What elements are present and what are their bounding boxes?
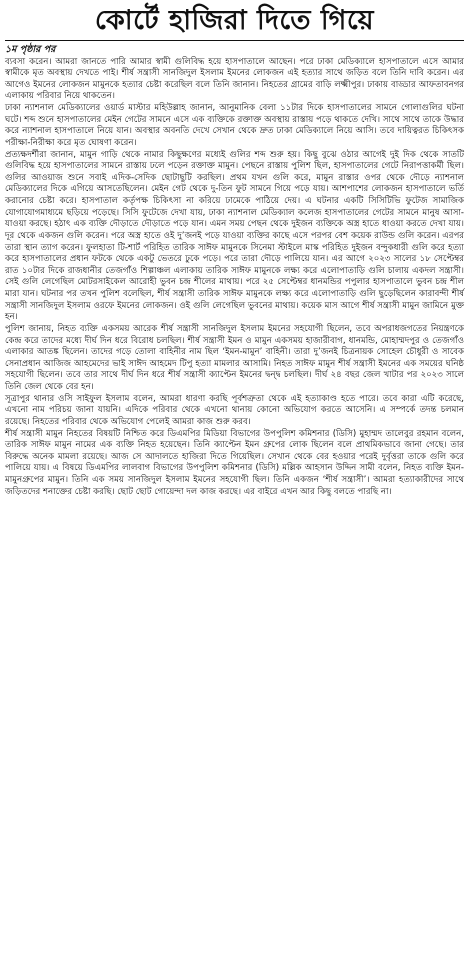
- article-paragraph: ঢাকা ন্যাশনাল মেডিক্যালের ওয়ার্ড মাস্টার মহিউল্লাহ জানান, আনুমানিক বেলা ১১টার দিকে হাসপাতালের সামনে গোলাগুলির ঘটনা ঘটে। শব্দ শুনে হাসপাতালের মেইন গেটের সামনে এসে এক ব্যক্তিকে রক্তাক্ত অবস্থায় রাস্তায় পড়ে থাকতে দেখি। সাথে সাথে তাকে উদ্ধার করে ন্যাশনাল হাসপাতালে নিয়ে যান। অবস্থার অবনতি দেখে সেখান থেকে দ্রুত ঢাকা মেডিক্যালে নিয়ে আসি। তবে দায়িত্বরত চিকিৎসক পরীক্ষা-নিরীক্ষা করে মৃত ঘোষণা করেন।: [5, 103, 464, 148]
- article-paragraph: [5, 44, 464, 103]
- continued-from-page-marker: ১ম পৃষ্ঠার পর: [5, 44, 56, 55]
- article-paragraph: প্রত্যক্ষদর্শীরা জানান, মামুন গাড়ি থেকে নামার কিছুক্ষণের মধ্যেই গুলির শব্দ শুরু হয়। কিছু বুঝে ওঠার আগেই দুই দিক থেকে সাতটি গুলিবিদ্ধ হয়ে হাসপাতালের সামনে রাস্তায় ঢলে পড়েন রক্তাক্ত মামুন। পেছনে রাস্তায় পুলিশ ছিল, হাসপাতালের গেটে নিরাপত্তাকর্মী ছিল। গুলির আওয়াজ শুনে সবাই এদিক-সেদিক ছোটাছুটি করছিল। প্রথম যখন গুলি করে, মামুন রাস্তার ওপর থেকে দৌড়ে ন্যাশনাল মেডিক্যালের দিকে এগিয়ে আসতেছিলেন। মেইন গেট থেকে দু-তিন ফুট সামনে গিয়ে পড়ে যায়। আশপাশের লোকজন হাসপাতালে ভর্তি করানোর চেষ্টা করে। হাসপাতাল কর্তৃপক্ষ চিকিৎসা না করিয়ে ঢামেকে পাঠিয়ে দেয়। এ ঘটনার একটি সিসিটিভি ফুটেজ সামাজিক যোগাযোগমাধ্যমে ছড়িয়ে পড়েছে। সিসি ফুটেজে দেখা যায়, ঢাকা ন্যাশনাল মেডিক্যাল কলেজ হাসপাতালের গেটের সামনে মানুষ আসা-যাওয়া করছে। হঠাৎ এক ব্যক্তি দৌড়াতে দৌড়াতে পড়ে যান। এমন সময় পেছন থেকে দুইজন ব্যক্তিকে অস্ত্র হাতে ধাওয়া করতে দেখা যায়। দূর থেকে একজন গুলি করেন। পরে অস্ত্র হাতে ওই দু’জনই পড়ে যাওয়া ব্যক্তির কাছে এসে পরপর বেশ কয়েক রাউন্ড গুলি করেন। এরপর তারা স্থান ত্যাগ করেন। ফুলহাতা টি-শার্ট পরিহিত তারিক সাঈফ মামুনকে সিনেমা স্টাইলে মাস্ক পরিহিত দুইজন বন্দুকধারী গুলি করে হত্যা করে হাসপাতালের প্রধান ফটকে থেকে একটু ভেতরে ঢুকে পড়ে। পরে তারা দৌড়ে পালিয়ে যান। এর আগে ২০২৩ সালের ১৮ সেপ্টেম্বর রাত ১০টার দিকে রাজধানীর তেজগাঁও শিল্পাঞ্চল এলাকায় তারিক সাঈফ মামুনকে লক্ষ্য করে এলোপাতাড়ি গুলি চালায় একদল সন্ত্রাসী। সেই গুলি লেগেছিল মোটরসাইকেল আরোহী ভুবন চন্দ্র শীলের মাথায়। পরে ২৫ সেপ্টেম্বর ধানমন্ডির পপুলার হাসপাতালে ভুবন চন্দ্র শীল মারা যান। ঘটনার পর তখন পুলিশ বলেছিল, শীর্ষ সন্ত্রাসী তারিক সাঈফ মামুনকে লক্ষ্য করে এলোপাতাড়ি গুলি ছুড়েছিলেন কারাবন্দী শীর্ষ সন্ত্রাসী সানজিদুল ইসলাম ওরফে ইমনের লোকজন। ওই গুলি লেগেছিল ভুবনের মাথায়। কয়েক মাস আগে শীর্ষ সন্ত্রাসী মামুন জামিনে মুক্ত হন।: [5, 149, 464, 323]
- headline: কোর্টে হাজিরা দিতে গিয়ে: [94, 5, 375, 36]
- article-paragraph: সূত্রাপুর থানার ওসি সাইফুল ইসলাম বলেন, আমরা ধারণা করছি পূর্বশত্রুতা থেকে এই হত্যাকাণ্ড হতে পারে। তবে কারা এটি করেছে, এখনো নাম পরিচয় জানা যায়নি। এদিকে পরিবার থেকে এখনো থানায় কোনো অভিযোগ করতে আসেনি। এ সম্পর্কে তদন্ত চলমান রয়েছে। নিহতের পরিবার থেকে অভিযোগ পেলেই আমরা কাজ শুরু করব।: [5, 393, 464, 427]
- article-paragraph: পুলিশ জানায়, নিহত ব্যক্তি একসময় আরেক শীর্ষ সন্ত্রাসী সানজিদুল ইসলাম ইমনের সহযোগী ছিলেন, তবে অপরাধজগতের নিয়ন্ত্রণকে কেন্দ্র করে তাদের মধ্যে দীর্ঘ দিন ধরে বিরোধ চলছিল। শীর্ষ সন্ত্রাসী ইমন ও মামুন একসময় হাজারীবাগ, ধানমন্ডি, মোহাম্মদপুর ও তেজগাঁও এলাকার আতঙ্ক ছিলেন। তাদের গড়ে তোলা বাহিনীর নাম ছিল ‘ইমন-মামুন’ বাহিনী। তারা দু’জনই চিত্রনায়ক সোহেল চৌধুরী ও সাবেক সেনাপ্রধান আজিজ আহমেদের ভাই সাঈদ আহমেদ টিপু হত্যা মামলার আসামি। নিহত সাঈফ মামুন শীর্ষ সন্ত্রাসী ইমনের এক সময়ের ঘনিষ্ঠ সহযোগী ছিলেন। তবে তার সাথে দীর্ঘ দিন ধরে শীর্ষ সন্ত্রাসী ক্যাপ্টেন ইমনের দ্বন্দ্ব চলছিল। দীর্ঘ ২৪ বছর জেল খাটার পর ২০২৩ সালে তিনি জেল থেকে বের হন।: [5, 323, 464, 392]
- article-body: [5, 44, 464, 498]
- headline-divider: [5, 40, 464, 41]
- paragraph-text: ব্যবসা করেন। আমরা জানতে পারি আমার স্বামী গুলিবিদ্ধ হয়ে হাসপাতালে আছেন। পরে ঢাকা মেডিক্যালে হাসপাতালে এসে আমার স্বামীকে মৃত অবস্থায় দেখতে পাই। শীর্ষ সন্ত্রাসী সানজিদুল ইসলাম ইমনের লোকজন এই হত্যার সাথে জড়িত বলে তিনি দাবি করেন। এর আগেও ইমনের লোকজন মামুনকে হত্যার চেষ্টা করেছিল বলে তিনি জানান। নিহতের গ্রামের বাড়ি লক্ষ্মীপুর। ঢাকায় বাড্ডার আফতাবনগর এলাকায় পরিবার নিয়ে থাকতেন।: [5, 56, 464, 102]
- article-paragraph: শীর্ষ সন্ত্রাসী মামুন নিহতের বিষয়টি নিশ্চিত করে ডিএমপির মিডিয়া বিভাগের উপপুলিশ কমিশনার (ডিসি) মুহাম্মদ তালেবুর রহমান বলেন, তারিক সাঈফ মামুন নামের এক ব্যক্তি নিহত হয়েছেন। তিনি ক্যাপ্টেন ইমন গ্রুপের লোক ছিলেন বলে প্রাথমিকভাবে জানা গেছে। তার বিরুদ্ধে অনেক মামলা রয়েছে। আজ সে আদালতে হাজিরা দিতে গিয়েছিল। সেখান থেকে বের হওয়ার পরেই দুর্বৃত্তরা তাকে গুলি করে পালিয়ে যায়। এ বিষয়ে ডিএমপির লালবাগ বিভাগের উপপুলিশ কমিশনার (ডিসি) মল্লিক আহসান উদ্দিন সামী বলেন, নিহত ব্যক্তি ইমন-মামুনগ্রুপের মামুন। তিনি এক সময় সানজিদুল ইসলাম ইমনের সহযোগী ছিল। তিনি একজন ‘শীর্ষ সন্ত্রাসী’। আমরা হত্যাকারীদের সাথে জড়িতদের শনাক্তের চেষ্টা করছি। ছোট ছোট গোয়েন্দা দল কাজ করছে। এর বাইরে এখন আর কিছু বলতে পারছি না।: [5, 428, 464, 497]
